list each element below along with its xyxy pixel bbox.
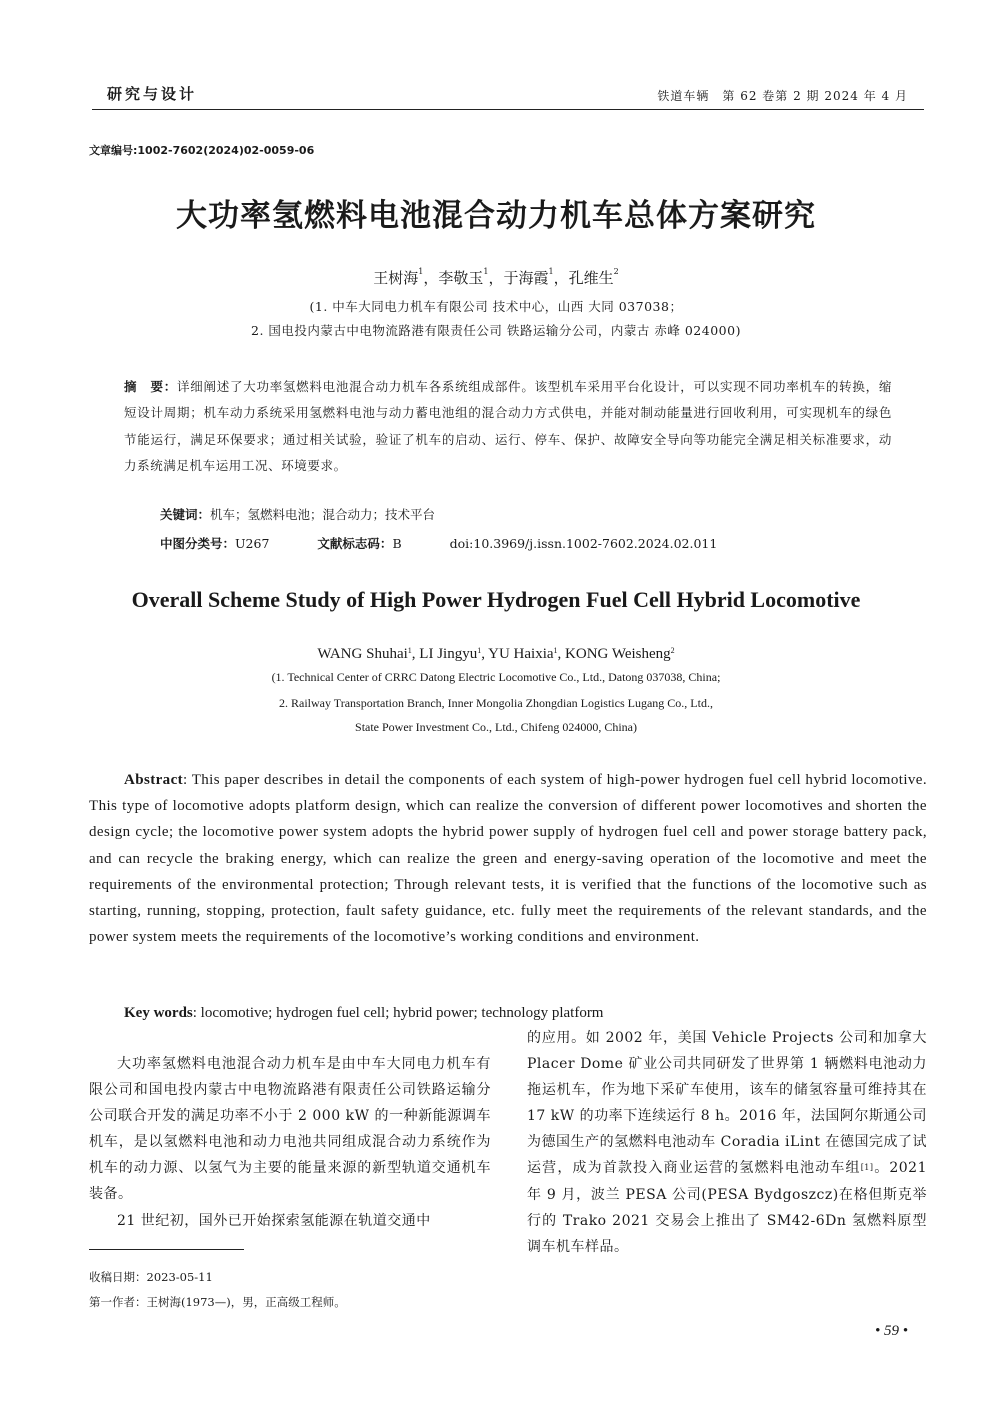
footnote-rule bbox=[89, 1249, 244, 1250]
abstract-cn bbox=[124, 374, 892, 479]
abstract-cn-text: 详细阐述了大功率氢燃料电池混合动力机车各系统组成部件。该型机车采用平台化设计，可以实现不同功率机车的转换，缩短设计周期；机车动力系统采用氢燃料电池与动力蓄电池组的混合动力方式供电，并能对制动能量进行回收利用，可实现机车的绿色节能运行，满足环保要求；通过相关试验，验证了机车的启动、运行、停车、保护、故障安全导向等功能完全满足相关标准要求，动力系统满足机车运用工况、环境要求。 bbox=[124, 379, 892, 473]
abstract-en-text: : This paper describes in detail the components of each system of high-power hydrogen fuel cell hybrid locomotive. This type of locomotive adopts platform design, which can realize the conversion of different power locomotives and shorten the design cycle; the locomotive power system adopts the hybrid power supply of hydrogen fuel cell and power storage battery pack, and can recycle the braking energy, which can realize the green and energy-saving operation of the locomotive and meet the requirements of the environmental protection; Through relevant tests, it is verified that the functions of the locomotive such as starting, running, stopping, protection, fault safety guidance, etc. fully meet the requirements of the relevant standards, and the power system meets the requirements of the locomotive’s working conditions and environment. bbox=[89, 772, 927, 946]
abstract-cn-label: 摘 要： bbox=[124, 379, 177, 394]
page-number: • 59 • bbox=[874, 1323, 908, 1339]
author-affil-mark: 1 bbox=[548, 267, 554, 276]
doi[interactable]: doi:10.3969/j.issn.1002-7602.2024.02.011 bbox=[449, 536, 718, 551]
abstract-en-label: Abstract bbox=[124, 772, 184, 788]
title-en: Overall Scheme Study of High Power Hydrogen Fuel Cell Hybrid Locomotive bbox=[131, 587, 861, 612]
affiliation-en-1: (1. Technical Center of CRRC Datong Electric Locomotive Co., Ltd., Datong 037038, China; bbox=[271, 670, 721, 684]
abstract-en bbox=[89, 767, 927, 950]
body-text: 。2021 年 9 月，波兰 PESA 公司(PESA Bydgoszcz)在格但斯克举行的 Trako 2021 交易会上推出了 SM42-6Dn 氢燃料原型调车机车样品。 bbox=[527, 1160, 927, 1255]
body-paragraph bbox=[527, 1025, 927, 1260]
body-column-right bbox=[527, 1025, 927, 1260]
footnote-first-author: 第一作者：王树海(1973—)，男，正高级工程师。 bbox=[89, 1295, 346, 1309]
footnote-received-date: 收稿日期：2023-05-11 bbox=[89, 1270, 213, 1284]
author-affil-mark: 2 bbox=[613, 267, 619, 276]
journal-info: 铁道车辆 第 62 卷第 2 期 2024 年 4 月 bbox=[657, 89, 908, 103]
author-affil-mark: 2 bbox=[670, 646, 675, 655]
body-text: 的应用。如 2002 年，美国 Vehicle Projects 公司和加拿大 Placer Dome 矿业公司共同研发了世界第 1 辆燃料电池动力拖运机车，作为地下采矿车使用，该车的储氢容量可维持其在 17 kW 的功率下连续运行 8 h。2016 年，法国阿尔斯通公司为德国生产的氢燃料电池动车 Coradia iLint 在德国完成了试运营，成为首款投入商业运营的氢燃料电池动车组 bbox=[527, 1030, 927, 1177]
clc-label: 中图分类号： bbox=[160, 536, 236, 551]
keywords-cn-label: 关键词： bbox=[160, 507, 211, 522]
author-affil-mark: 1 bbox=[418, 267, 424, 276]
author-name: 王树海 bbox=[373, 269, 419, 287]
doc-code-label: 文献标志码： bbox=[317, 536, 393, 551]
keywords-en bbox=[124, 1005, 603, 1022]
keywords-cn-text: 机车；氢燃料电池；混合动力；技术平台 bbox=[210, 507, 436, 522]
affiliation-cn-1: (1. 中车大同电力机车有限公司 技术中心，山西 大同 037038； bbox=[309, 299, 683, 314]
authors-en bbox=[0, 646, 992, 663]
citation-ref[interactable]: [1] bbox=[860, 1163, 874, 1173]
author-affil-mark: 1 bbox=[483, 267, 489, 276]
affiliation-en-3: State Power Investment Co., Ltd., Chifeng 024000, China) bbox=[355, 720, 637, 734]
body-column-left bbox=[89, 1051, 491, 1234]
author-name: ，孔维生 bbox=[553, 269, 614, 287]
author-name: ，李敬玉 bbox=[423, 269, 484, 287]
keywords-en-label: Key words bbox=[124, 1005, 193, 1021]
doc-code-value: B bbox=[392, 536, 402, 551]
clc-value: U267 bbox=[235, 536, 270, 551]
article-number: 文章编号:1002-7602(2024)02-0059-06 bbox=[89, 144, 315, 157]
body-paragraph: 21 世纪初，国外已开始探索氢能源在轨道交通中 bbox=[117, 1212, 431, 1229]
keywords-en-text: : locomotive; hydrogen fuel cell; hybrid power; technology platform bbox=[192, 1005, 604, 1021]
author-affil-mark: 1 bbox=[407, 646, 412, 655]
body-paragraph: 大功率氢燃料电池混合动力机车是由中车大同电力机车有限公司和国电投内蒙古中电物流路港有限责任公司铁路运输分公司联合开发的满足功率不小于 2 000 kW 的一种新能源调车机车，是以氢燃料电池和动力电池共同组成混合动力系统作为机车的动力源、以氢气为主要的能量来源的新型轨道交通机车装备。 bbox=[89, 1056, 491, 1203]
author-name: , LI Jingyu bbox=[411, 646, 478, 662]
affiliation-cn-2: 2. 国电投内蒙古中电物流路港有限责任公司 铁路运输分公司，内蒙古 赤峰 024000) bbox=[251, 323, 741, 338]
affiliation-en-2: 2. Railway Transportation Branch, Inner Mongolia Zhongdian Logistics Lugang Co., Ltd., bbox=[279, 696, 713, 710]
header-rule bbox=[92, 109, 924, 110]
classification-line bbox=[160, 534, 717, 552]
authors-cn bbox=[0, 267, 992, 288]
author-name: , YU Haixia bbox=[481, 646, 554, 662]
author-name: , KONG Weisheng bbox=[557, 646, 671, 662]
author-name: ，于海霞 bbox=[488, 269, 549, 287]
author-affil-mark: 1 bbox=[477, 646, 482, 655]
author-name: WANG Shuhai bbox=[317, 646, 408, 662]
section-label: 研究与设计 bbox=[107, 85, 198, 103]
author-affil-mark: 1 bbox=[553, 646, 558, 655]
title-cn: 大功率氢燃料电池混合动力机车总体方案研究 bbox=[176, 198, 816, 234]
keywords-cn bbox=[160, 505, 435, 523]
